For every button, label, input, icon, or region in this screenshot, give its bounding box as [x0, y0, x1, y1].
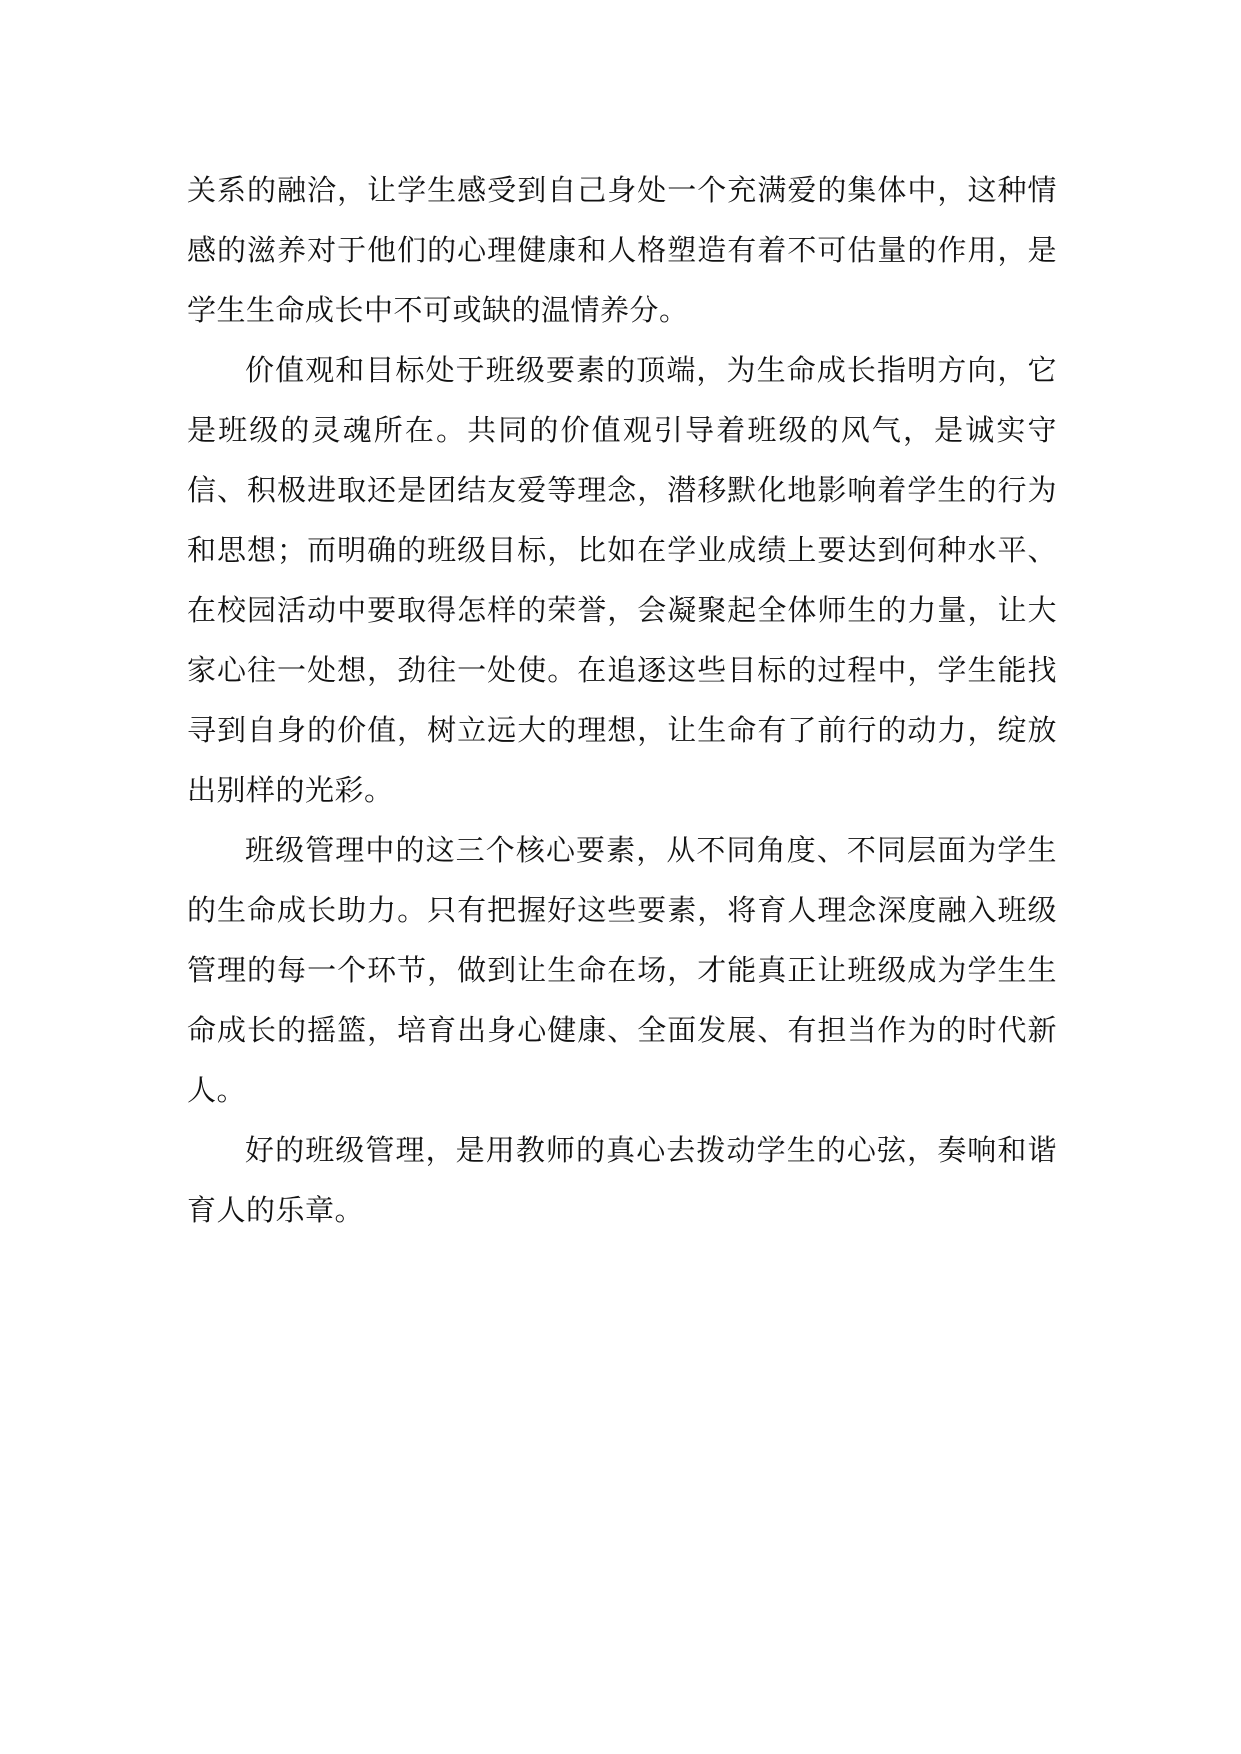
paragraph-3: 班级管理中的这三个核心要素，从不同角度、不同层面为学生的生命成长助力。只有把握好这些要素，将育人理念深度融入班级管理的每一个环节，做到让生命在场，才能真正让班级成为学生生命成长的摇篮，培育出身心健康、全面发展、有担当作为的时代新人。	[187, 833, 1057, 1107]
document-body	[187, 160, 1057, 1240]
paragraph-1: 关系的融洽，让学生感受到自己身处一个充满爱的集体中，这种情感的滋养对于他们的心理健康和人格塑造有着不可估量的作用，是学生生命成长中不可或缺的温情养分。	[187, 173, 1057, 327]
paragraph-4: 好的班级管理，是用教师的真心去拨动学生的心弦，奏响和谐育人的乐章。	[187, 1133, 1057, 1227]
paragraph-2: 价值观和目标处于班级要素的顶端，为生命成长指明方向，它是班级的灵魂所在。共同的价值观引导着班级的风气，是诚实守信、积极进取还是团结友爱等理念，潜移默化地影响着学生的行为和思想；而明确的班级目标，比如在学业成绩上要达到何种水平、在校园活动中要取得怎样的荣誉，会凝聚起全体师生的力量，让大家心往一处想，劲往一处使。在追逐这些目标的过程中，学生能找寻到自身的价值，树立远大的理想，让生命有了前行的动力，绽放出别样的光彩。	[187, 353, 1057, 807]
